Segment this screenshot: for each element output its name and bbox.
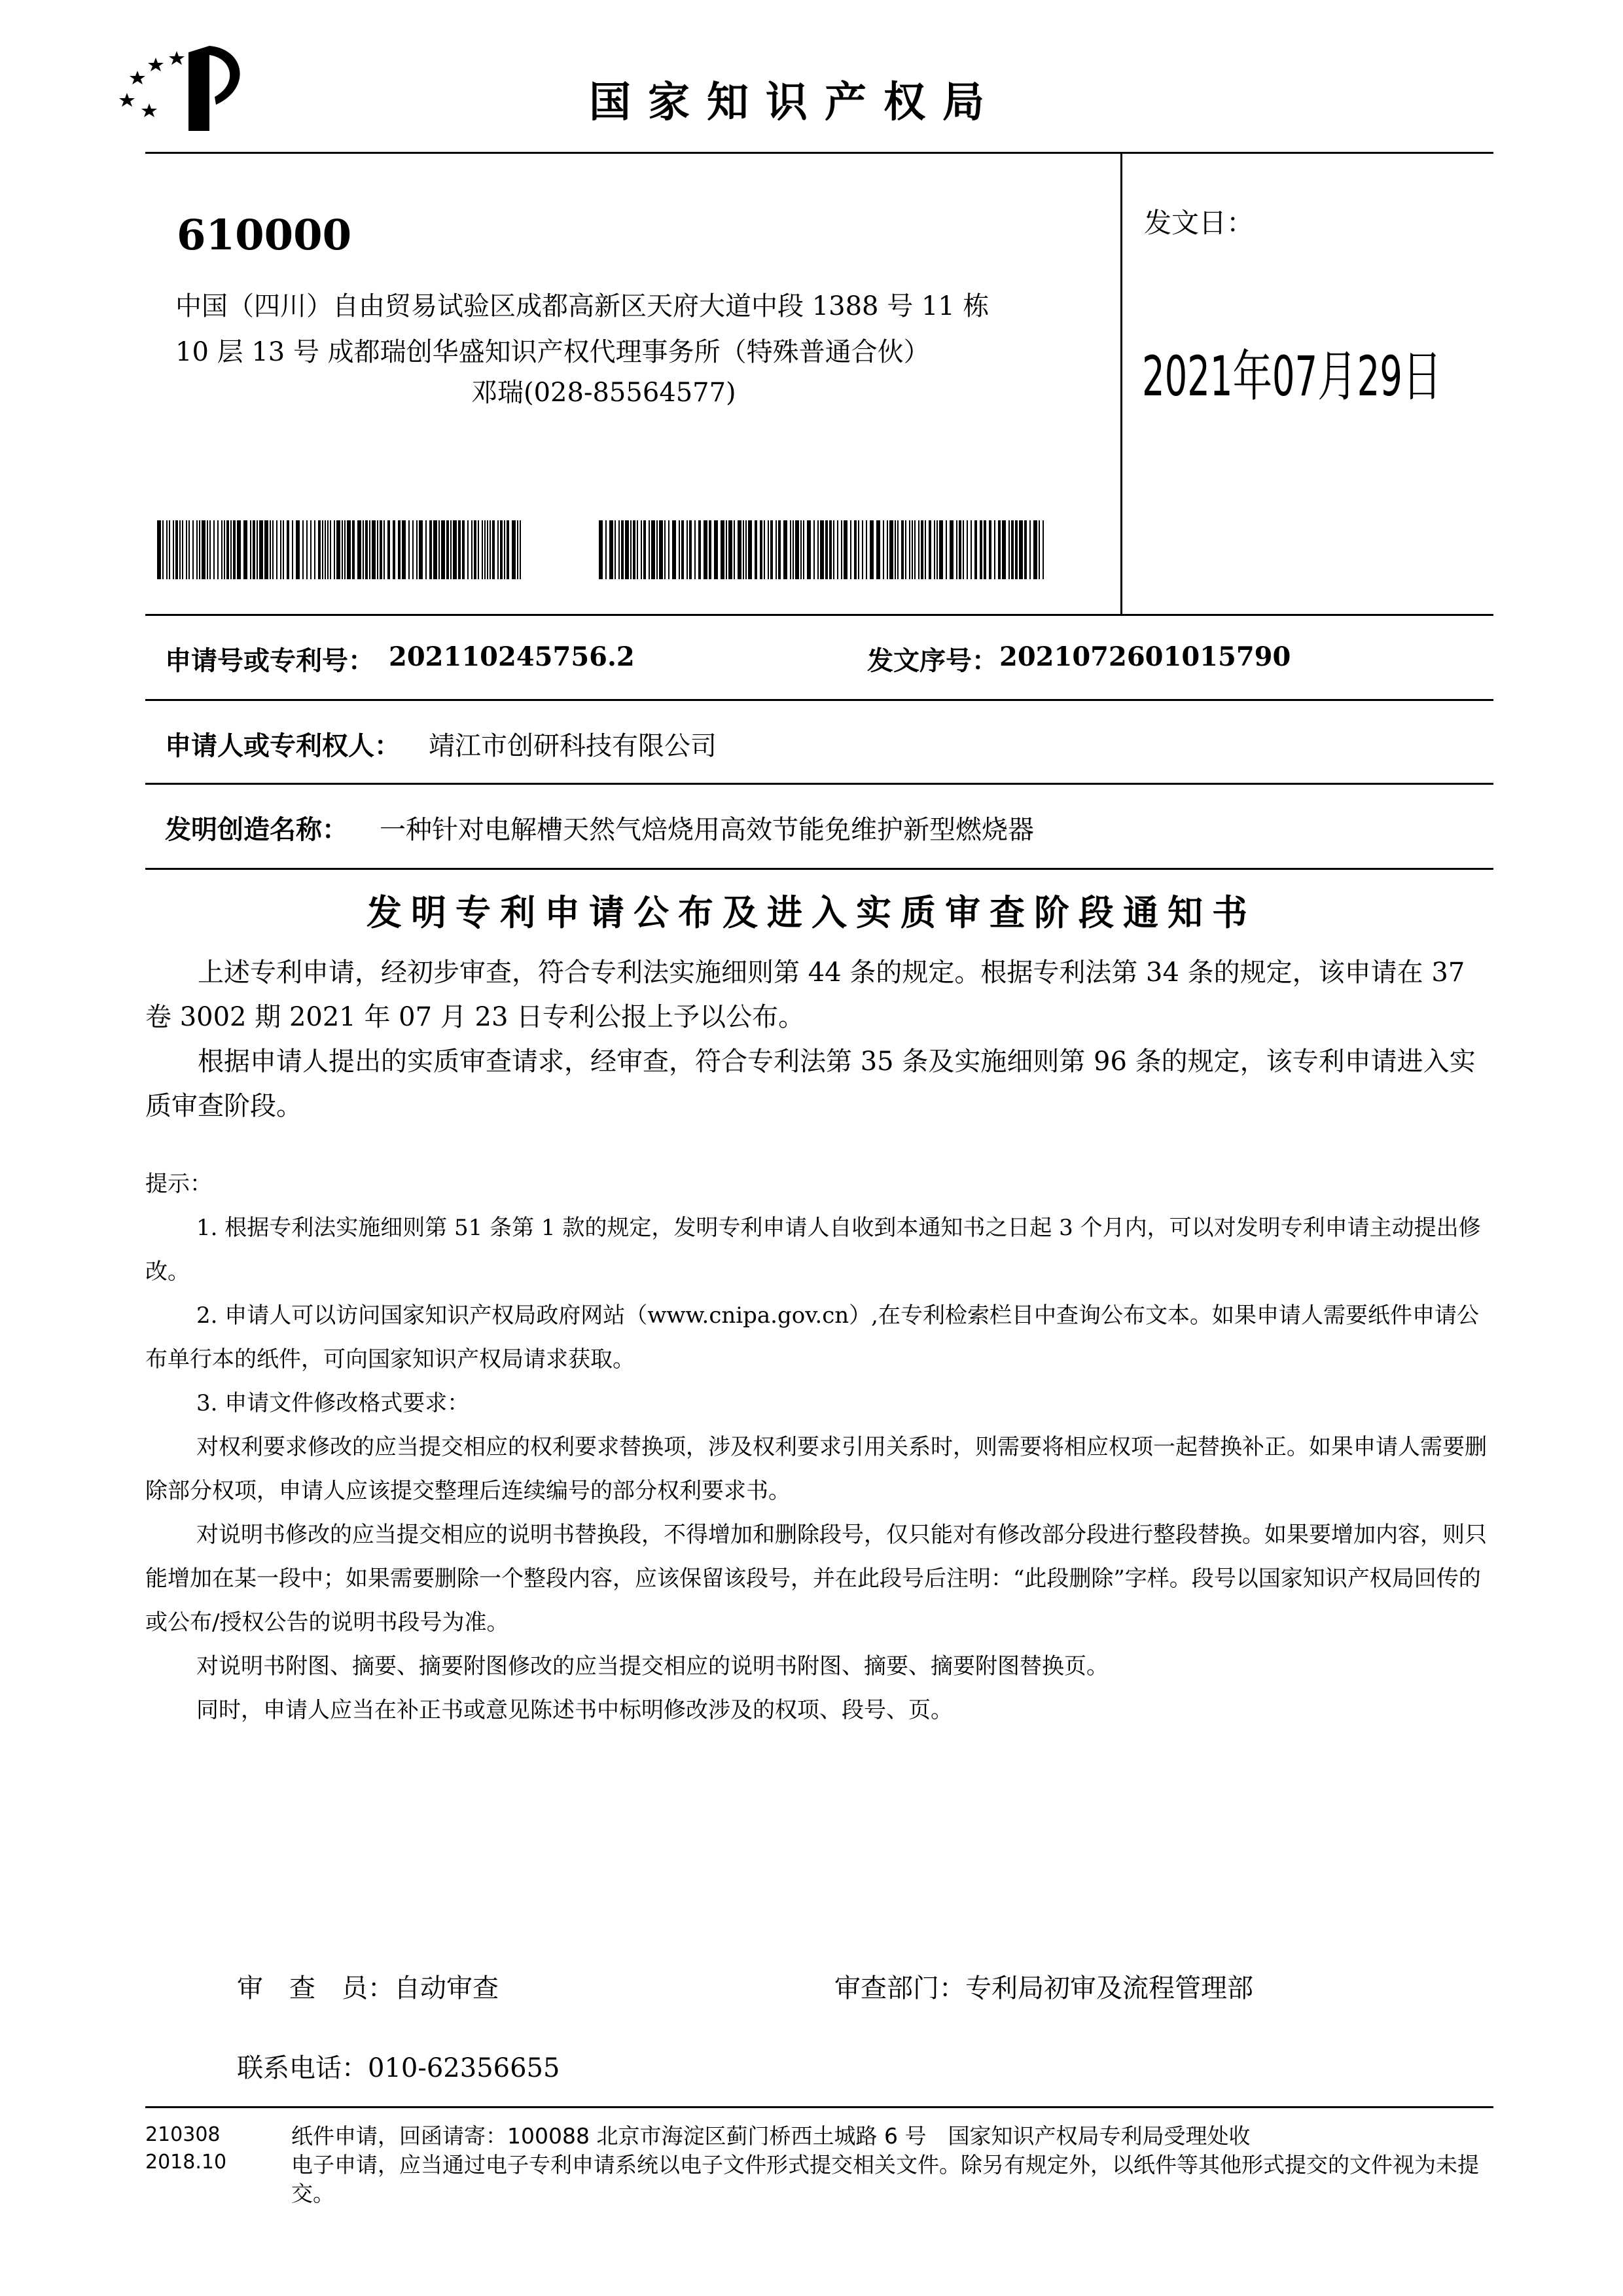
barcode-bar bbox=[770, 520, 773, 579]
barcode-bar bbox=[876, 520, 880, 579]
barcode-bar bbox=[1039, 520, 1040, 579]
office-title: 国家知识产权局 bbox=[589, 79, 1001, 127]
barcode-bar bbox=[182, 520, 183, 579]
barcode-bar bbox=[325, 520, 326, 579]
rule-number-row bbox=[145, 699, 1493, 701]
barcode-bar bbox=[202, 520, 205, 579]
barcode-bar bbox=[854, 520, 857, 579]
barcode-bar bbox=[438, 520, 440, 579]
barcode-bar bbox=[817, 520, 819, 579]
barcode-bar bbox=[889, 520, 893, 579]
barcode-bar bbox=[347, 520, 351, 579]
barcode-bar bbox=[387, 520, 390, 579]
barcode-bar bbox=[173, 520, 174, 579]
applicant-label: 申请人或专利权人： bbox=[165, 730, 401, 761]
barcode-bar bbox=[745, 520, 747, 579]
hint-item-3: 3. 申请文件修改格式要求： bbox=[196, 1390, 470, 1416]
barcode-bar bbox=[318, 520, 321, 579]
applicant-name: 靖江市创研科技有限公司 bbox=[429, 731, 717, 761]
barcode-bar bbox=[679, 520, 680, 579]
barcode-bar bbox=[844, 520, 847, 579]
barcode-bar bbox=[1008, 520, 1010, 579]
barcode-bar bbox=[512, 520, 516, 579]
barcode-bar bbox=[412, 520, 414, 579]
examining-department: 审查部门：专利局初审及流程管理部 bbox=[834, 1973, 1253, 2003]
barcode-bar bbox=[196, 520, 198, 579]
barcode-bar bbox=[419, 520, 423, 579]
barcode-bar bbox=[901, 520, 904, 579]
barcode-bar bbox=[314, 520, 315, 579]
barcode-bar bbox=[330, 520, 331, 579]
barcode-bar bbox=[441, 520, 445, 579]
barcode-bar bbox=[276, 520, 277, 579]
barcode-bar bbox=[192, 520, 194, 579]
barcode-bar bbox=[659, 520, 663, 579]
barcode-bar bbox=[599, 520, 603, 579]
barcode-bar bbox=[402, 520, 406, 579]
barcode-bar bbox=[433, 520, 437, 579]
hint-item-3-marking: 同时，申请人应当在补正书或意见陈述书中标明修改涉及的权项、段号、页。 bbox=[196, 1697, 953, 1723]
barcode-bar bbox=[925, 520, 926, 579]
barcode-bar bbox=[694, 520, 696, 579]
barcode-bar bbox=[862, 520, 863, 579]
contact-line: 邓瑞(028-85564577) bbox=[471, 378, 736, 408]
barcode-bar bbox=[357, 520, 361, 579]
invention-title-label: 发明创造名称： bbox=[165, 814, 348, 845]
barcode-bar bbox=[833, 520, 834, 579]
barcode-bar bbox=[939, 520, 943, 579]
barcode-bar bbox=[446, 520, 449, 579]
barcode-bar bbox=[492, 520, 495, 579]
barcode-bar bbox=[790, 520, 791, 579]
barcode-bar bbox=[292, 520, 293, 579]
barcode-bar bbox=[250, 520, 251, 579]
barcode-bar bbox=[264, 520, 268, 579]
barcode-bar bbox=[651, 520, 655, 579]
barcode-bar bbox=[909, 520, 910, 579]
barcode-bar bbox=[199, 520, 200, 579]
barcode-bar bbox=[728, 520, 732, 579]
address-line-2: 10 层 13 号 成都瑞创华盛知识产权代理事务所（特殊普通合伙） bbox=[175, 337, 930, 367]
barcode-bar bbox=[936, 520, 938, 579]
barcode-bar bbox=[175, 520, 178, 579]
barcode-bar bbox=[956, 520, 957, 579]
barcode-bar bbox=[487, 520, 488, 579]
barcode-bar bbox=[967, 520, 968, 579]
barcode-bar bbox=[458, 520, 461, 579]
barcode-bar bbox=[429, 520, 432, 579]
barcode-bar bbox=[166, 520, 168, 579]
barcode-bar bbox=[630, 520, 632, 579]
barcode-bar bbox=[858, 520, 859, 579]
barcode-bar bbox=[310, 520, 312, 579]
barcode-bar bbox=[334, 520, 335, 579]
barcode-bar bbox=[157, 520, 161, 579]
barcode-bar bbox=[482, 520, 483, 579]
cnipa-logo bbox=[118, 33, 249, 137]
barcode-bar bbox=[795, 520, 799, 579]
barcode-bar bbox=[186, 520, 187, 579]
barcode-bar bbox=[929, 520, 931, 579]
serial-number: 2021072601015790 bbox=[999, 641, 1291, 672]
notice-paragraph-1: 上述专利申请，经初步审查，符合专利法实施细则第 44 条的规定。根据专利法第 34 条的规定，该申请在 37 卷 3002 期 2021 年 07 月 23 日专利公报上予以公布。 bbox=[145, 958, 1465, 1032]
barcode-bar bbox=[664, 520, 666, 579]
barcode-bar bbox=[764, 520, 765, 579]
barcode-bar bbox=[803, 520, 804, 579]
barcode-bar bbox=[383, 520, 385, 579]
barcode-bar bbox=[672, 520, 676, 579]
barcode-bar bbox=[687, 520, 688, 579]
barcode-bar bbox=[369, 520, 370, 579]
postal-code: 610000 bbox=[177, 211, 352, 260]
rule-top-block bbox=[145, 614, 1493, 616]
issue-date: 2021年07月29日 bbox=[1142, 344, 1442, 408]
footer-paper-notice: 纸件申请，回函请寄：100088 北京市海淀区蓟门桥西土城路 6 号 国家知识产权局专利局受理处收 bbox=[291, 2123, 1251, 2149]
barcode-bar bbox=[641, 520, 642, 579]
barcode-bar bbox=[783, 520, 787, 579]
barcode-bar bbox=[484, 520, 486, 579]
hints-label: 提示： bbox=[145, 1171, 212, 1197]
barcode-bar bbox=[213, 520, 215, 579]
hint-item-3-drawings: 对说明书附图、摘要、摘要附图修改的应当提交相应的说明书附图、摘要、摘要附图替换页。 bbox=[196, 1653, 1109, 1679]
barcode-bar bbox=[336, 520, 340, 579]
barcode-bar bbox=[887, 520, 888, 579]
barcode-bar bbox=[490, 520, 491, 579]
barcode-bar bbox=[721, 520, 724, 579]
barcode-bar bbox=[270, 520, 271, 579]
examiner: 审 查 员：自动审查 bbox=[237, 1973, 499, 2003]
barcode-bar bbox=[500, 520, 503, 579]
rule-invention-row bbox=[145, 868, 1493, 870]
barcode-bar bbox=[643, 520, 646, 579]
barcode-bar bbox=[621, 520, 624, 579]
barcode-bar bbox=[221, 520, 223, 579]
barcode-bar bbox=[820, 520, 824, 579]
barcode-bar bbox=[179, 520, 181, 579]
barcode-bar bbox=[850, 520, 851, 579]
barcode-bar bbox=[342, 520, 343, 579]
barcode-bar bbox=[776, 520, 777, 579]
barcode-bar bbox=[306, 520, 308, 579]
barcode-bar bbox=[344, 520, 346, 579]
barcode-bar bbox=[950, 520, 954, 579]
barcode-bar bbox=[637, 520, 638, 579]
barcode-bar bbox=[605, 520, 607, 579]
serial-number-label: 发文序号： bbox=[867, 645, 998, 676]
barcode-bar bbox=[829, 520, 832, 579]
barcode-bar bbox=[841, 520, 842, 579]
barcode-bar bbox=[709, 520, 711, 579]
notice-body bbox=[145, 950, 1493, 1128]
barcode-bar bbox=[504, 520, 505, 579]
barcode-bar bbox=[296, 520, 300, 579]
barcode-bar bbox=[1019, 520, 1023, 579]
barcode-bar bbox=[1011, 520, 1014, 579]
barcode-bar bbox=[998, 520, 1001, 579]
hint-item-3-claims: 对权利要求修改的应当提交相应的权利要求替换项，涉及权利要求引用关系时，则需要将相应权项一起替换补正。如果申请人需要删除部分权项，申请人应该提交整理后连续编号的部分权利要求书。 bbox=[145, 1434, 1487, 1504]
barcode-bar bbox=[994, 520, 995, 579]
barcode-bar bbox=[743, 520, 744, 579]
barcode-bar bbox=[408, 520, 410, 579]
header-rule bbox=[145, 152, 1493, 154]
barcode-bar bbox=[698, 520, 701, 579]
barcode-bar bbox=[760, 520, 762, 579]
barcode-bar bbox=[825, 520, 828, 579]
application-number-label: 申请号或专利号： bbox=[165, 645, 374, 676]
address-line-1: 中国（四川）自由贸易试验区成都高新区天府大道中段 1388 号 11 栋 bbox=[175, 291, 990, 321]
barcode-bar bbox=[259, 520, 263, 579]
barcode-left bbox=[157, 520, 524, 579]
barcode-right bbox=[599, 520, 1044, 579]
barcode-bar bbox=[714, 520, 718, 579]
barcode-bar bbox=[253, 520, 255, 579]
barcode-bar bbox=[618, 520, 620, 579]
barcode-bar bbox=[243, 520, 247, 579]
barcode-bar bbox=[257, 520, 258, 579]
hint-item-1: 1. 根据专利法实施细则第 51 条第 1 款的规定，发明专利申请人自收到本通知书之日起 3 个月内，可以对发明专利申请主动提出修改。 bbox=[145, 1215, 1481, 1285]
barcode-bar bbox=[959, 520, 961, 579]
barcode-bar bbox=[914, 520, 916, 579]
barcode-bar bbox=[726, 520, 727, 579]
barcode-bar bbox=[393, 520, 395, 579]
barcode-bar bbox=[681, 520, 684, 579]
barcode-bar bbox=[870, 520, 874, 579]
barcode-bar bbox=[302, 520, 304, 579]
barcode-bar bbox=[656, 520, 658, 579]
barcode-bar bbox=[497, 520, 499, 579]
hints-section bbox=[145, 1162, 1493, 1732]
barcode-bar bbox=[207, 520, 208, 579]
barcode-bar bbox=[866, 520, 867, 579]
contact-phone: 联系电话：010-62356655 bbox=[237, 2053, 560, 2083]
barcode-bar bbox=[934, 520, 935, 579]
barcode-bar bbox=[450, 520, 452, 579]
barcode-bar bbox=[365, 520, 368, 579]
hint-item-3-description: 对说明书修改的应当提交相应的说明书替换段，不得增加和删除段号，仅只能对有修改部分段进行整段替换。如果要增加内容，则只能增加在某一段中；如果需要删除一个整段内容，应该保留该段号，并在此段号后注明：“此段删除”字样。段号以国家知识产权局回传的或公布/授权公告的说明书段号为准。 bbox=[145, 1522, 1487, 1636]
barcode-bar bbox=[520, 520, 521, 579]
barcode-bar bbox=[625, 520, 629, 579]
barcode-bar bbox=[224, 520, 225, 579]
barcode-bar bbox=[327, 520, 329, 579]
footer-electronic-notice: 电子申请，应当通过电子专利申请系统以电子文件形式提交相关文件。除另有规定外，以纸件等其他形式提交的文件视为未提交。 bbox=[291, 2152, 1479, 2206]
barcode-bar bbox=[800, 520, 802, 579]
barcode-bar bbox=[398, 520, 401, 579]
barcode-bar bbox=[649, 520, 650, 579]
barcode-bar bbox=[474, 520, 476, 579]
barcode-bar bbox=[507, 520, 509, 579]
barcode-bar bbox=[668, 520, 669, 579]
barcode-bar bbox=[963, 520, 964, 579]
barcode-bar bbox=[462, 520, 465, 579]
rule-applicant-row bbox=[145, 783, 1493, 785]
barcode-bar bbox=[813, 520, 815, 579]
barcode-bar bbox=[280, 520, 281, 579]
barcode-bar bbox=[237, 520, 241, 579]
barcode-bar bbox=[980, 520, 982, 579]
barcode-bar bbox=[363, 520, 364, 579]
barcode-bar bbox=[989, 520, 991, 579]
barcode-bar bbox=[188, 520, 190, 579]
barcode-bar bbox=[478, 520, 479, 579]
barcode-bar bbox=[467, 520, 469, 579]
barcode-bar bbox=[217, 520, 219, 579]
issue-date-label: 发文日： bbox=[1144, 207, 1255, 239]
barcode-bar bbox=[768, 520, 769, 579]
barcode-bar bbox=[1029, 520, 1031, 579]
barcode-bar bbox=[230, 520, 232, 579]
barcode-bar bbox=[372, 520, 376, 579]
barcode-bar bbox=[233, 520, 236, 579]
barcode-bar bbox=[209, 520, 211, 579]
barcode-bar bbox=[837, 520, 838, 579]
barcode-bar bbox=[416, 520, 418, 579]
date-column-divider bbox=[1120, 152, 1122, 615]
form-code: 210308 bbox=[145, 2123, 221, 2146]
barcode-bar bbox=[974, 520, 977, 579]
barcode-bar bbox=[1002, 520, 1006, 579]
barcode-bar bbox=[352, 520, 355, 579]
barcode-bar bbox=[912, 520, 913, 579]
barcode-bar bbox=[946, 520, 947, 579]
barcode-bar bbox=[895, 520, 896, 579]
barcode-bar bbox=[272, 520, 274, 579]
barcode-bar bbox=[807, 520, 811, 579]
barcode-bar bbox=[1043, 520, 1044, 579]
barcode-bar bbox=[377, 520, 378, 579]
notice-paragraph-2: 根据申请人提出的实质审查请求，经审查，符合专利法第 35 条及实施细则第 96 条的规定，该专利申请进入实质审查阶段。 bbox=[145, 1047, 1476, 1121]
notice-title: 发明专利申请公布及进入实质审查阶段通知书 bbox=[366, 892, 1257, 933]
barcode-bar bbox=[425, 520, 427, 579]
barcode-bar bbox=[322, 520, 323, 579]
barcode-bar bbox=[1033, 520, 1037, 579]
barcode-bar bbox=[380, 520, 382, 579]
barcode-bar bbox=[755, 520, 757, 579]
barcode-bar bbox=[905, 520, 906, 579]
barcode-bar bbox=[748, 520, 752, 579]
hint-item-2: 2. 申请人可以访问国家知识产权局政府网站（www.cnipa.gov.cn）,在专利检索栏目中查询公布文本。如果申请人需要纸件申请公布单行本的纸件，可向国家知识产权局请求获取。 bbox=[145, 1302, 1479, 1372]
application-number: 202110245756.2 bbox=[389, 641, 635, 672]
form-date: 2018.10 bbox=[145, 2151, 227, 2174]
barcode-bar bbox=[971, 520, 972, 579]
barcode-bar bbox=[615, 520, 616, 579]
barcode-bar bbox=[162, 520, 164, 579]
barcode-bar bbox=[883, 520, 884, 579]
barcode-bar bbox=[921, 520, 923, 579]
barcode-bar bbox=[226, 520, 229, 579]
barcode-bar bbox=[609, 520, 613, 579]
barcode-bar bbox=[778, 520, 781, 579]
barcode-bar bbox=[738, 520, 741, 579]
barcode-bar bbox=[517, 520, 518, 579]
barcode-bar bbox=[1015, 520, 1018, 579]
barcode-bar bbox=[918, 520, 919, 579]
barcode-bar bbox=[471, 520, 473, 579]
barcode-bar bbox=[984, 520, 986, 579]
barcode-bar bbox=[734, 520, 735, 579]
barcode-bar bbox=[287, 520, 289, 579]
barcode-bar bbox=[633, 520, 635, 579]
barcode-bar bbox=[704, 520, 707, 579]
barcode-bar bbox=[1024, 520, 1027, 579]
invention-title: 一种针对电解槽天然气焙烧用高效节能免维护新型燃烧器 bbox=[380, 815, 1034, 845]
footer-rule bbox=[145, 2106, 1493, 2108]
barcode-bar bbox=[793, 520, 794, 579]
barcode-bar bbox=[453, 520, 457, 579]
barcode-bar bbox=[283, 520, 284, 579]
barcode-bar bbox=[897, 520, 899, 579]
barcode-bar bbox=[169, 520, 170, 579]
barcode-bar bbox=[689, 520, 692, 579]
